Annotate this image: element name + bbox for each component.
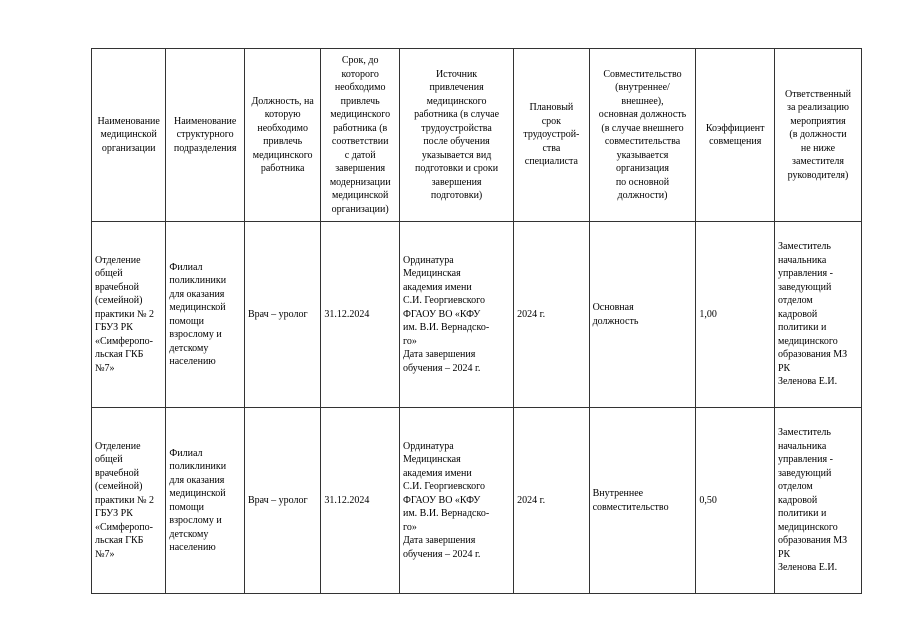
cell-deadline: 31.12.2024 — [321, 222, 400, 408]
header-row — [92, 49, 862, 222]
cell-position: Врач – уролог — [244, 222, 320, 408]
table-row — [92, 408, 862, 594]
header-responsible: Ответственный за реализацию мероприятия (в должности не ниже заместителя руководителя) — [774, 49, 861, 222]
table-row — [92, 222, 862, 408]
cell-deadline: 31.12.2024 — [321, 408, 400, 594]
cell-department: Филиал поликлиники для оказания медицинской помощи взрослому и детскому населению — [166, 408, 245, 594]
table-body — [92, 222, 862, 594]
cell-source: Ординатура Медицинская академия имени С.И. Георгиевского ФГАОУ ВО «КФУ им. В.И. Вернадско- го» Дата завершения обучения – 2024 г. — [399, 408, 513, 594]
header-coefficient: Коэффициент совмещения — [696, 49, 775, 222]
table-header — [92, 49, 862, 222]
cell-position: Врач – уролог — [244, 408, 320, 594]
cell-coefficient: 1,00 — [696, 222, 775, 408]
cell-responsible: Заместитель начальника управления - заведующий отделом кадровой политики и медицинского образования МЗ РК Зеленова Е.И. — [774, 408, 861, 594]
header-planned-term: Плановый срок трудоустрой- ства специалиста — [514, 49, 589, 222]
cell-organization: Отделение общей врачебной (семейной) практики № 2 ГБУЗ РК «Симферопо- льская ГКБ №7» — [92, 222, 166, 408]
cell-combination: Внутреннее совместительство — [589, 408, 696, 594]
header-combination: Совместительство (внутреннее/ внешнее), основная должность (в случае внешнего совместительства указывается организация по основной должности) — [589, 49, 696, 222]
cell-responsible: Заместитель начальника управления - заведующий отделом кадровой политики и медицинского образования МЗ РК Зеленова Е.И. — [774, 222, 861, 408]
header-position: Должность, на которую необходимо привлечь медицинского работника — [244, 49, 320, 222]
cell-department: Филиал поликлиники для оказания медицинской помощи взрослому и детскому населению — [166, 222, 245, 408]
cell-combination: Основная должность — [589, 222, 696, 408]
staffing-table — [91, 48, 862, 594]
header-deadline: Срок, до которого необходимо привлечь медицинского работника (в соответствии с датой завершения модернизации медицинской организации) — [321, 49, 400, 222]
header-organization: Наименование медицинской организации — [92, 49, 166, 222]
cell-organization: Отделение общей врачебной (семейной) практики № 2 ГБУЗ РК «Симферопо- льская ГКБ №7» — [92, 408, 166, 594]
cell-coefficient: 0,50 — [696, 408, 775, 594]
header-source: Источник привлечения медицинского работника (в случае трудоустройства после обучения указывается вид подготовки и сроки завершения подготовки) — [399, 49, 513, 222]
cell-planned-term: 2024 г. — [514, 222, 589, 408]
cell-source: Ординатура Медицинская академия имени С.И. Георгиевского ФГАОУ ВО «КФУ им. В.И. Вернадско- го» Дата завершения обучения – 2024 г. — [399, 222, 513, 408]
cell-planned-term: 2024 г. — [514, 408, 589, 594]
header-department: Наименование структурного подразделения — [166, 49, 245, 222]
